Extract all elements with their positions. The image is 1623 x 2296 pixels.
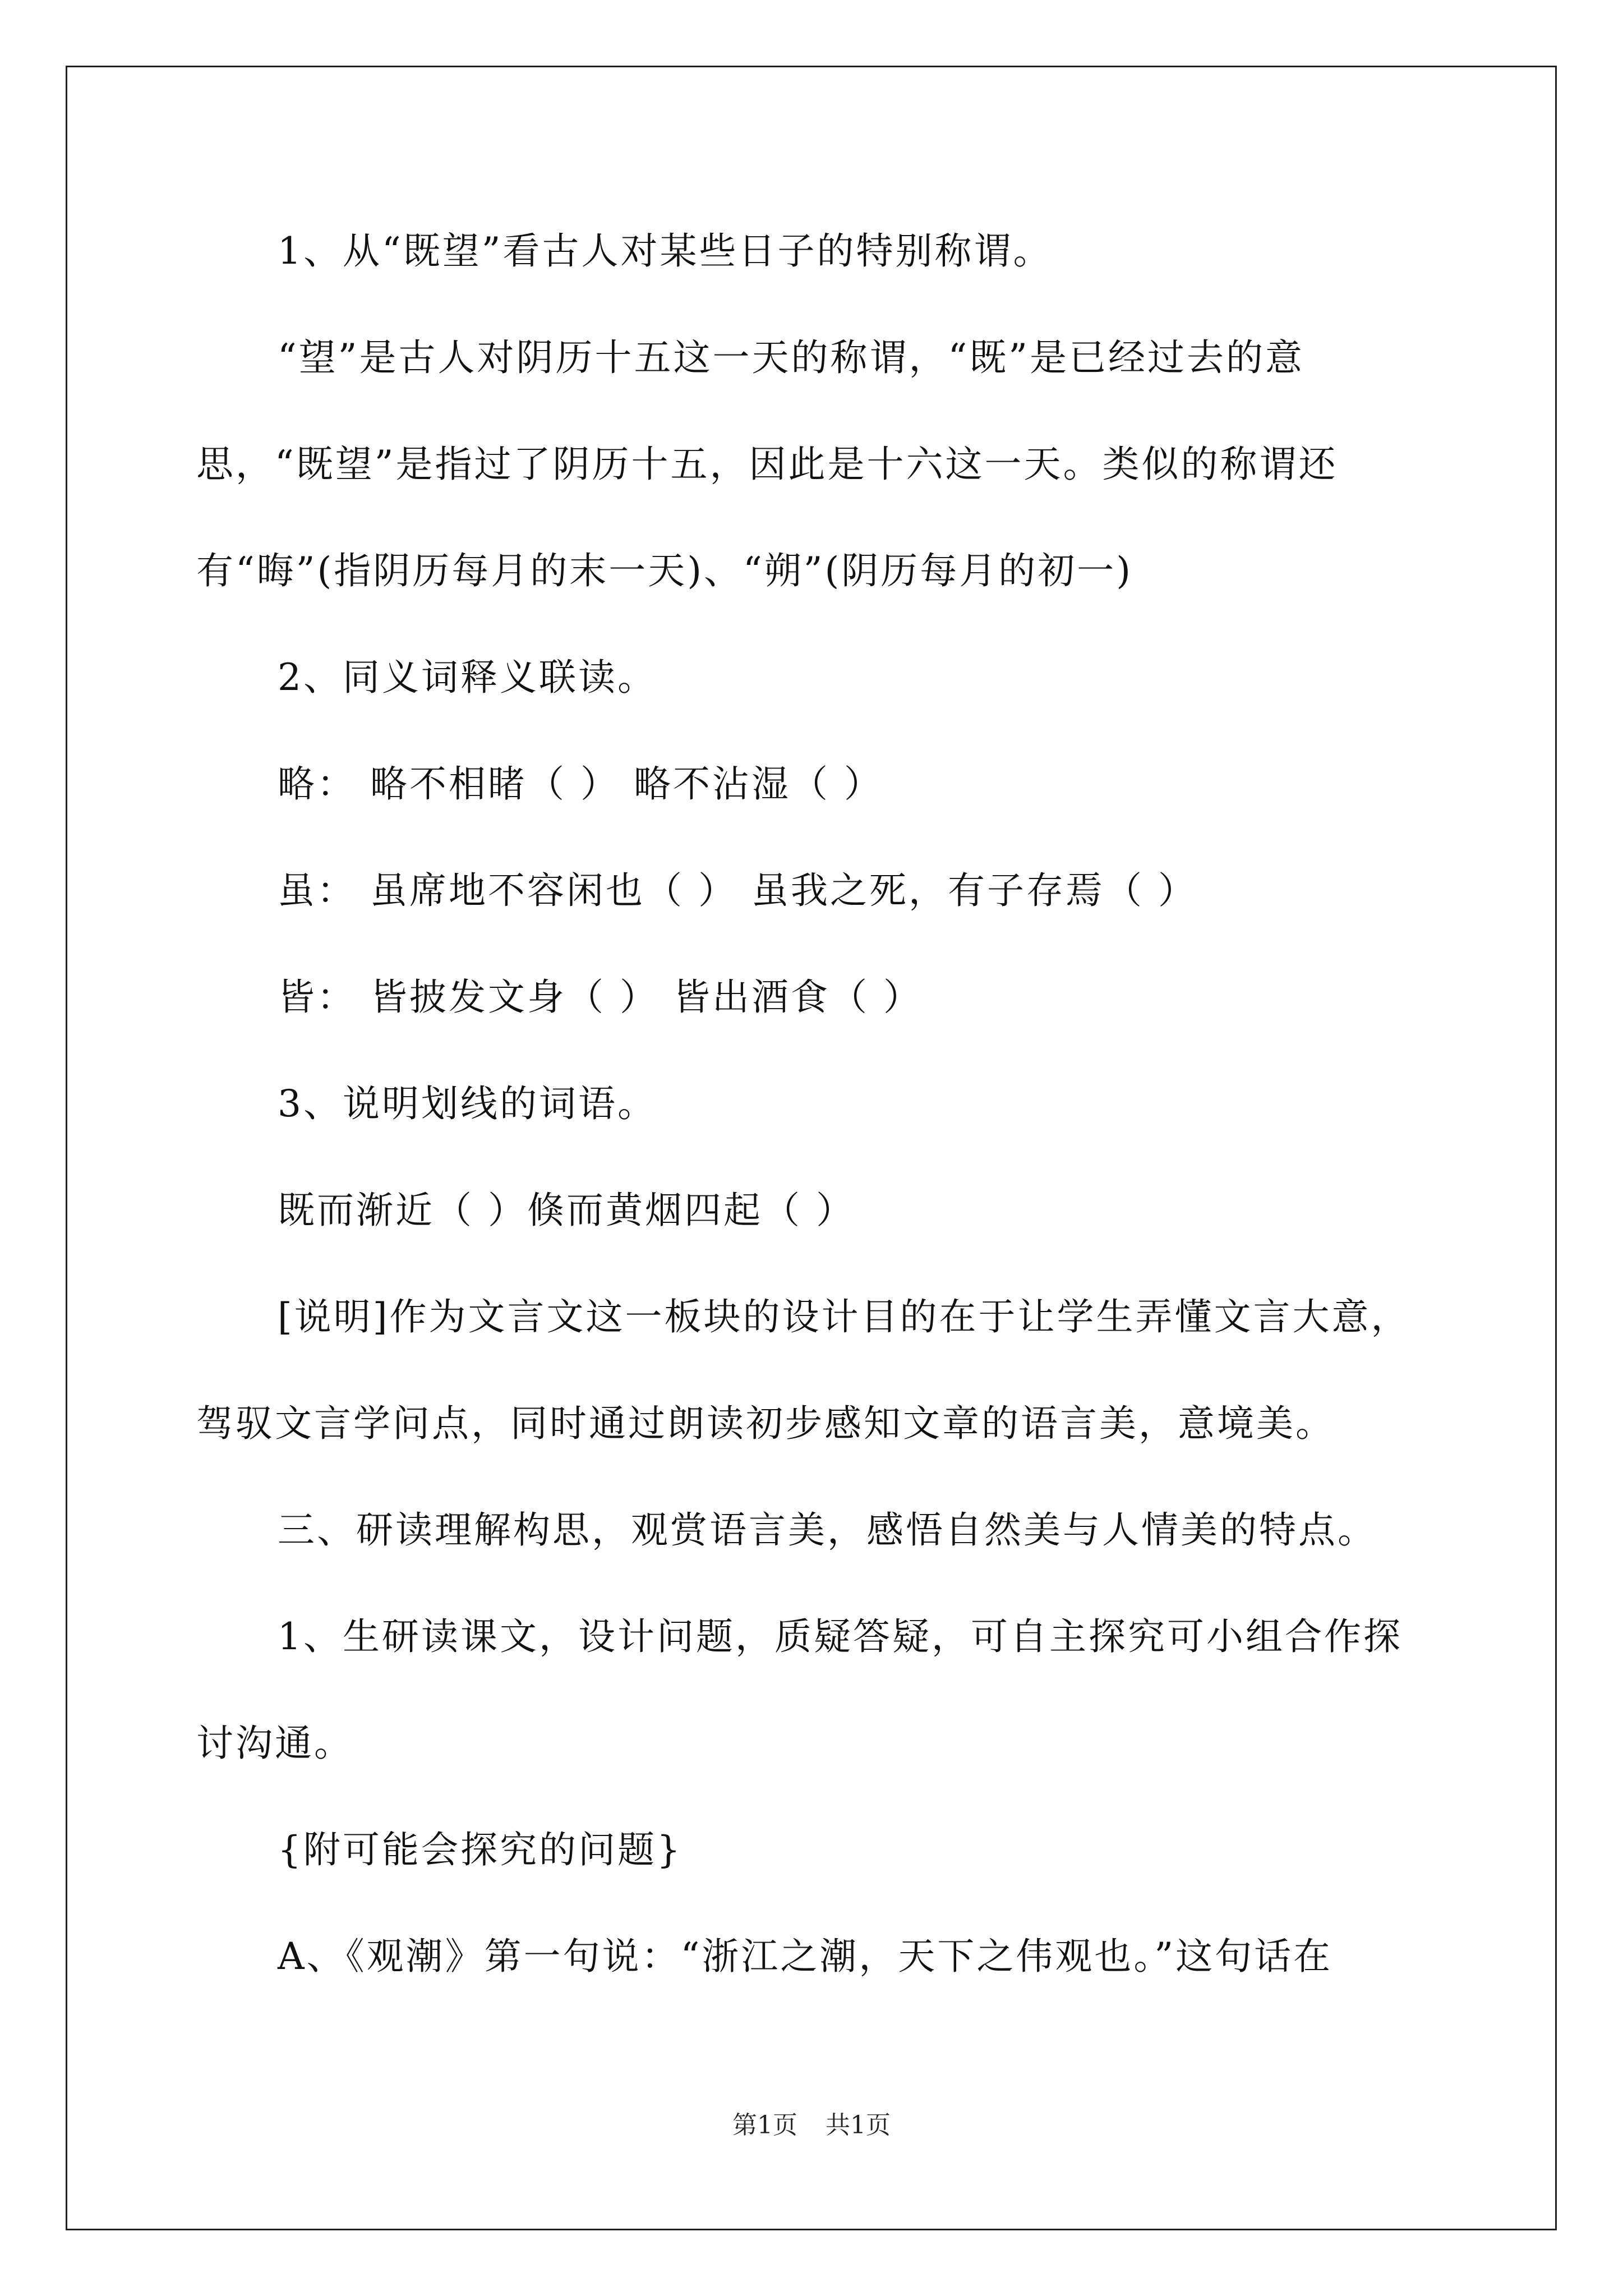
paragraph-line: 讨沟通。 xyxy=(196,1722,353,1765)
paragraph-line: 既而渐近（ ）倏而黄烟四起（ ） xyxy=(278,1189,855,1232)
paragraph-line: 皆： 皆披发文身（ ） 皆出酒食（ ） xyxy=(278,976,923,1019)
paragraph-line: 有“晦”(指阴历每月的末一天)、“朔”(阴历每月的初一) xyxy=(196,549,1133,592)
paragraph-line: 1、生研读课文，设计问题，质疑答疑，可自主探究可小组合作探 xyxy=(278,1615,1403,1658)
paragraph-line: 略： 略不相睹（ ） 略不沾湿（ ） xyxy=(278,762,883,806)
paragraph-line: A、《观潮》第一句说：“浙江之潮，天下之伟观也。”这句话在 xyxy=(278,1935,1333,1978)
paragraph-line: 3、说明划线的词语。 xyxy=(278,1082,657,1125)
paragraph-line: 1、从“既望”看古人对某些日子的特别称谓。 xyxy=(278,229,1053,273)
page-border xyxy=(66,66,1557,2230)
page-number: 第1页 xyxy=(732,2111,797,2139)
page-footer xyxy=(0,2105,1623,2141)
paragraph-line: 驾驭文言学问点，同时通过朗读初步感知文章的语言美，意境美。 xyxy=(196,1402,1335,1445)
paragraph-line: 思，“既望”是指过了阴历十五，因此是十六这一天。类似的称谓还 xyxy=(196,443,1338,486)
paragraph-line: 2、同义词释义联读。 xyxy=(278,656,657,699)
paragraph-line: [说明]作为文言文这一板块的设计目的在于让学生弄懂文言大意， xyxy=(278,1295,1410,1338)
paragraph-line: {附可能会探究的问题} xyxy=(278,1828,683,1871)
page-total: 共1页 xyxy=(826,2111,891,2139)
paragraph-line: “望”是古人对阴历十五这一天的称谓，“既”是已经过去的意 xyxy=(278,336,1304,379)
paragraph-line: 虽： 虽席地不容闲也（ ） 虽我之死，有子存焉（ ） xyxy=(278,869,1197,912)
paragraph-line: 三、研读理解构思，观赏语言美，感悟自然美与人情美的特点。 xyxy=(278,1508,1377,1552)
